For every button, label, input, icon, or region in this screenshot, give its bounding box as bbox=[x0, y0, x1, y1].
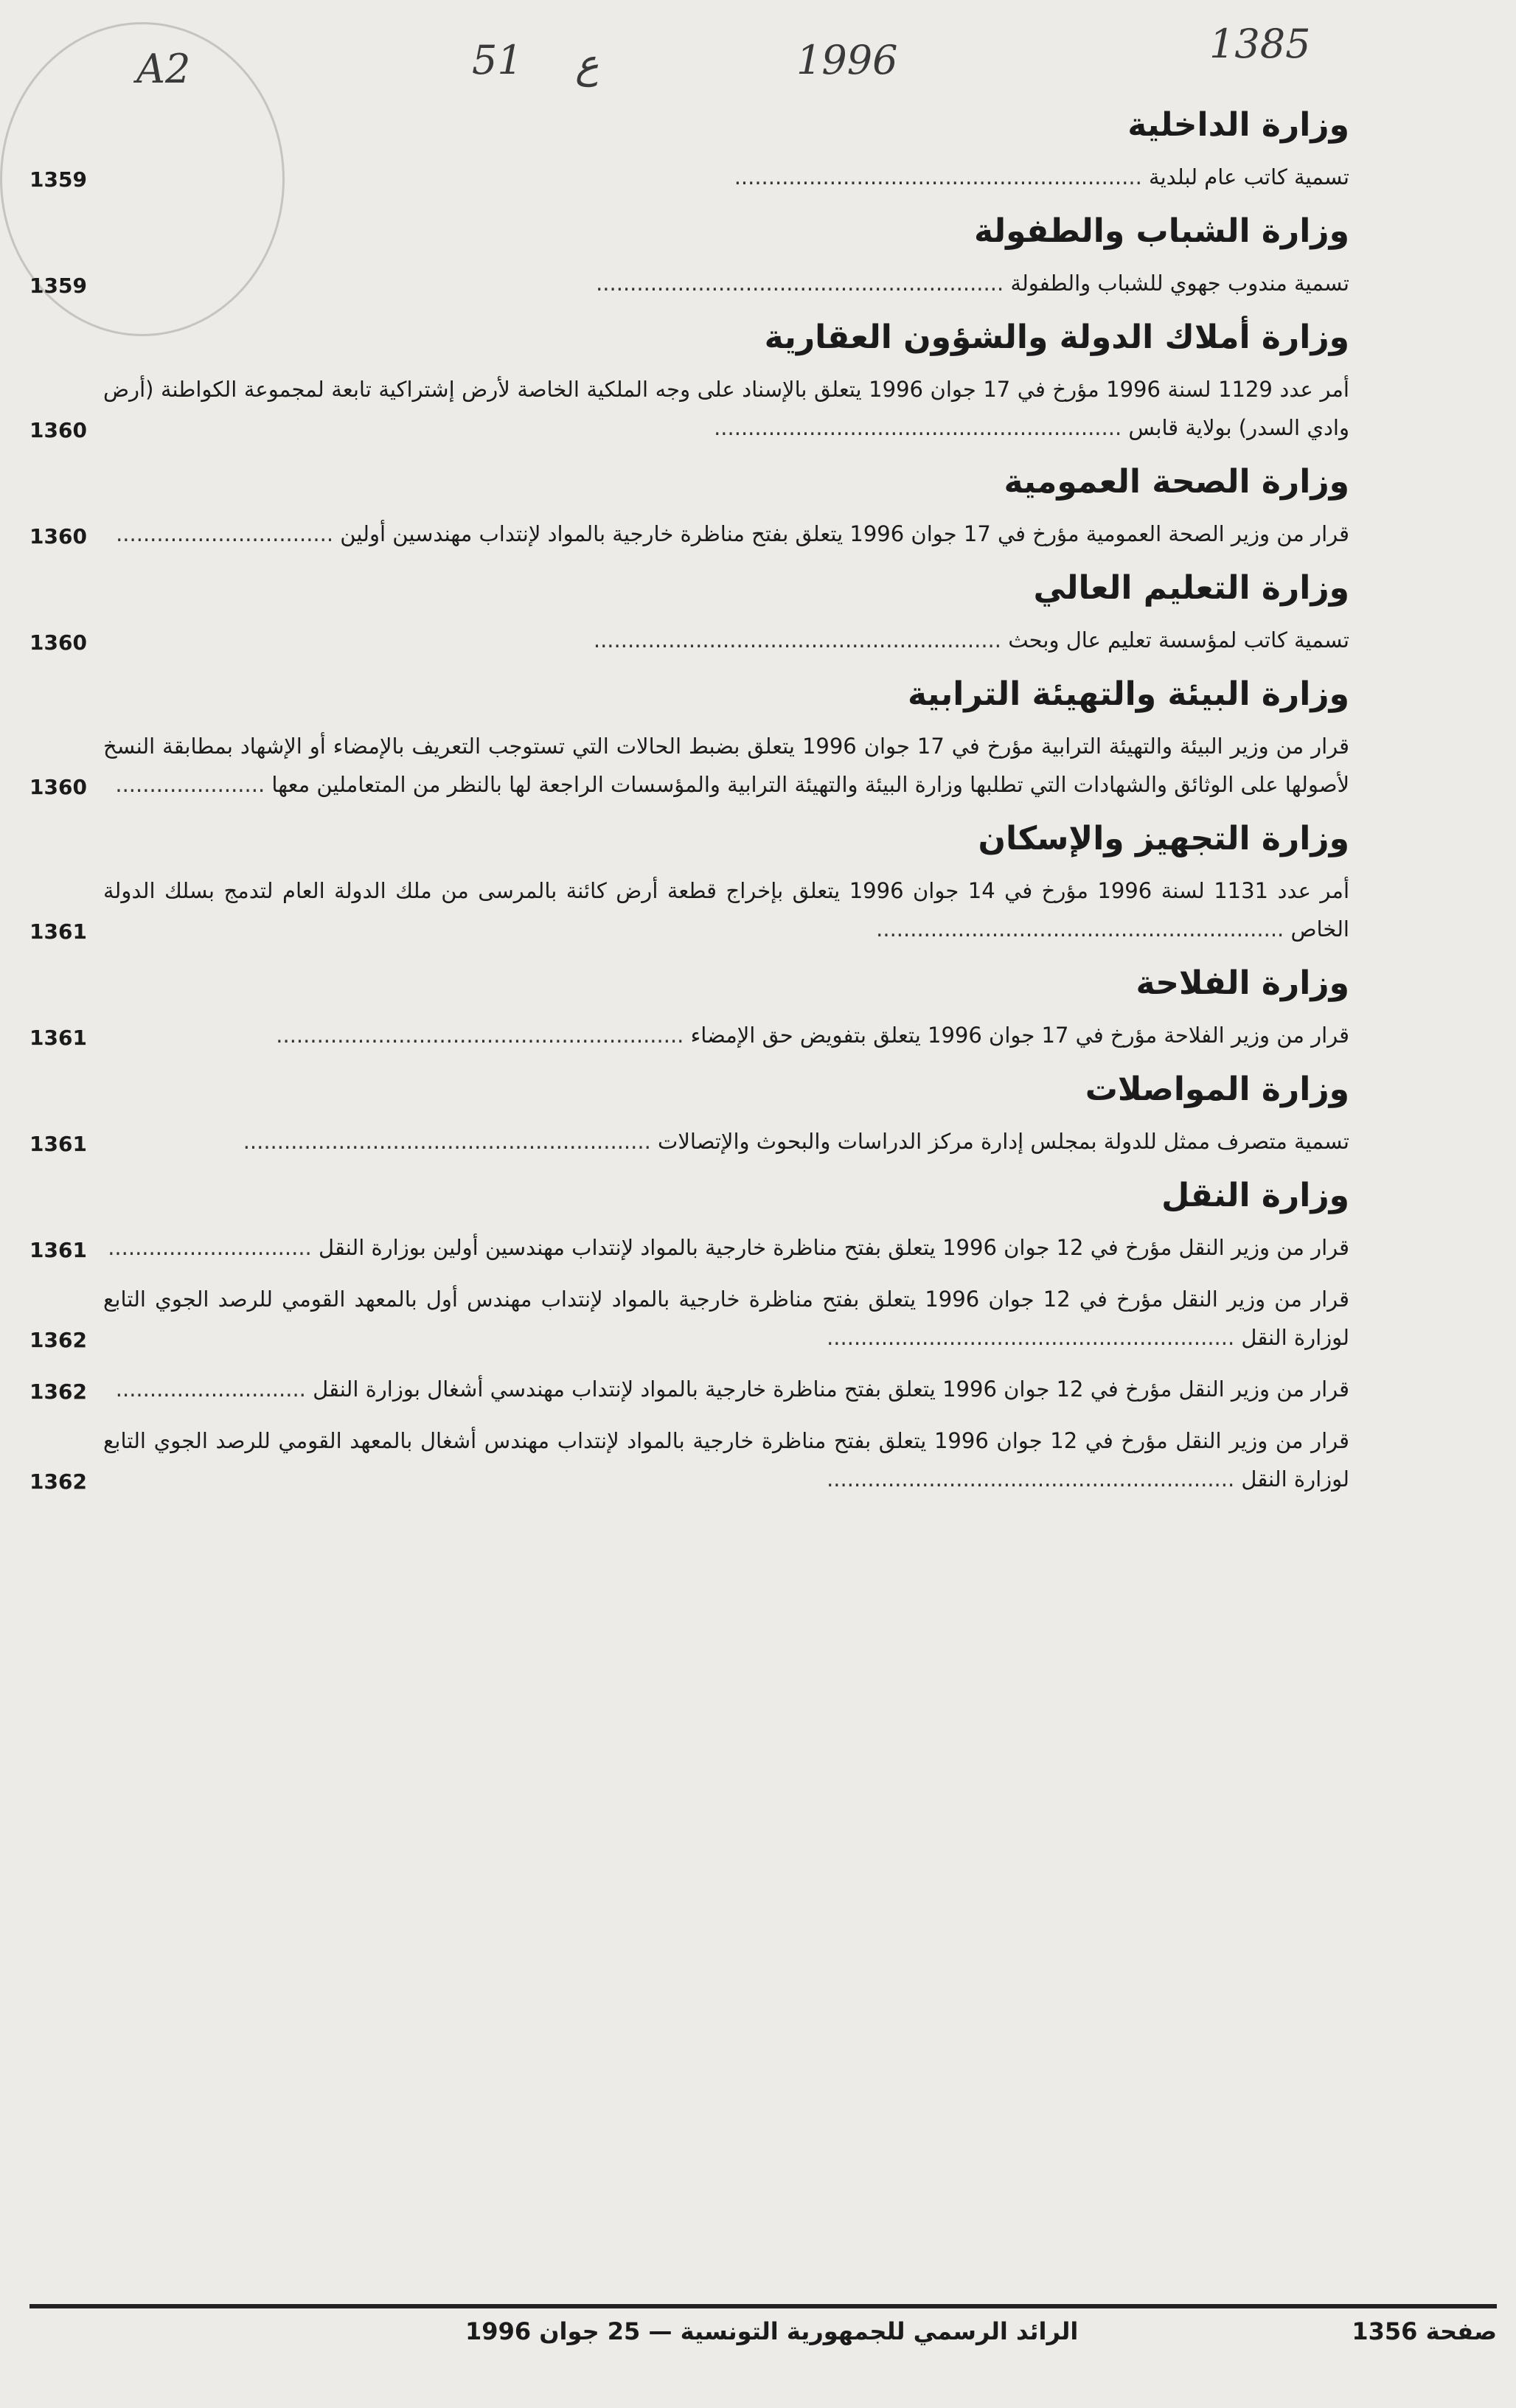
entry-page-number: 1361 bbox=[29, 1238, 87, 1262]
dot-leader: ............................................................ bbox=[827, 1325, 1242, 1350]
entry-text: قرار من وزير النقل مؤرخ في 12 جوان 1996 يتعلق بفتح مناظرة خارجية بالمواد لإنتداب مهندسين أولين بوزارة النقل bbox=[318, 1235, 1349, 1260]
entry-page-number: 1362 bbox=[29, 1469, 87, 1494]
entry-page-number: 1360 bbox=[29, 418, 87, 442]
ministry-section bbox=[29, 209, 1349, 302]
toc-entry[interactable] bbox=[29, 1280, 1349, 1357]
toc-entry[interactable] bbox=[29, 158, 1349, 196]
entry-page-number: 1360 bbox=[29, 524, 87, 549]
entry-text: أمر عدد 1129 لسنة 1996 مؤرخ في 17 جوان 1996 يتعلق بالإسناد على وجه الملكية الخاصة لأرض إشتراكية تابعة لمجموعة الكواطنة (أرض وادي السدر) بولاية قابس bbox=[103, 377, 1349, 440]
dot-leader: ............................................................ bbox=[827, 1466, 1242, 1492]
page-footer bbox=[29, 2304, 1497, 2345]
handwritten-a2: A2 bbox=[136, 46, 191, 92]
dot-leader: ............................................................ bbox=[876, 916, 1291, 942]
handwritten-annotations bbox=[0, 15, 1516, 96]
toc-entry[interactable] bbox=[29, 871, 1349, 948]
entry-page-number: 1361 bbox=[29, 1026, 87, 1050]
toc-entry[interactable] bbox=[29, 515, 1349, 553]
footer-title: الرائد الرسمي للجمهورية التونسية — 25 جوان 1996 bbox=[465, 2317, 1079, 2345]
ministry-section bbox=[29, 1174, 1349, 1498]
table-of-contents bbox=[29, 96, 1349, 1511]
entry-page-number: 1361 bbox=[29, 1132, 87, 1156]
handwritten-51: 51 bbox=[472, 37, 523, 83]
toc-entry[interactable] bbox=[29, 370, 1349, 447]
ministry-heading: وزارة المواصلات bbox=[1085, 1071, 1349, 1108]
ministry-heading: وزارة التجهيز والإسكان bbox=[978, 820, 1349, 857]
entry-text: قرار من وزير النقل مؤرخ في 12 جوان 1996 يتعلق بفتح مناظرة خارجية بالمواد لإنتداب مهندس أشغال بالمعهد القومي للرصد الجوي التابع لوزارة النقل bbox=[103, 1428, 1349, 1492]
ministry-heading: وزارة النقل bbox=[1161, 1177, 1349, 1214]
handwritten-letter: ع bbox=[575, 41, 599, 87]
dot-leader: ................................ bbox=[116, 521, 341, 546]
entry-page-number: 1362 bbox=[29, 1328, 87, 1352]
toc-entry[interactable] bbox=[29, 621, 1349, 659]
toc-entry[interactable] bbox=[29, 1370, 1349, 1408]
entry-text: قرار من وزير النقل مؤرخ في 12 جوان 1996 يتعلق بفتح مناظرة خارجية بالمواد لإنتداب مهندسي أشغال بوزارة النقل bbox=[313, 1377, 1349, 1402]
dot-leader: ...................... bbox=[115, 772, 272, 797]
dot-leader: ............................................................ bbox=[734, 164, 1150, 189]
toc-entry[interactable] bbox=[29, 727, 1349, 804]
ministry-heading: وزارة أملاك الدولة والشؤون العقارية bbox=[764, 319, 1349, 356]
entry-text: أمر عدد 1131 لسنة 1996 مؤرخ في 14 جوان 1996 يتعلق بإخراج قطعة أرض كائنة بالمرسى من ملك الدولة العام لتدمج بسلك الدولة الخاص bbox=[103, 878, 1350, 942]
entry-text: تسمية متصرف ممثل للدولة بمجلس إدارة مركز الدراسات والبحوث والإتصالات bbox=[658, 1129, 1349, 1154]
entry-page-number: 1360 bbox=[29, 775, 87, 799]
dot-leader: .............................. bbox=[108, 1235, 319, 1260]
dot-leader: ............................................................ bbox=[714, 415, 1129, 440]
toc-entry[interactable] bbox=[29, 264, 1349, 302]
entry-page-number: 1360 bbox=[29, 630, 87, 655]
ministry-section bbox=[29, 817, 1349, 948]
dot-leader: ............................................................ bbox=[243, 1129, 658, 1154]
dot-leader: ............................ bbox=[115, 1377, 313, 1402]
ministry-heading: وزارة الفلاحة bbox=[1136, 964, 1349, 1002]
dot-leader: ............................................................ bbox=[593, 627, 1009, 653]
ministry-heading: وزارة البيئة والتهيئة الترابية bbox=[908, 675, 1349, 713]
ministry-section bbox=[29, 672, 1349, 804]
ministry-section bbox=[29, 961, 1349, 1054]
toc-entry[interactable] bbox=[29, 1228, 1349, 1267]
entry-page-number: 1359 bbox=[29, 167, 87, 192]
toc-entry[interactable] bbox=[29, 1422, 1349, 1498]
dot-leader: ............................................................ bbox=[276, 1023, 691, 1048]
ministry-section bbox=[29, 1068, 1349, 1160]
entry-page-number: 1359 bbox=[29, 274, 87, 298]
toc-entry[interactable] bbox=[29, 1016, 1349, 1054]
handwritten-1385: 1385 bbox=[1209, 21, 1311, 67]
dot-leader: ............................................................ bbox=[596, 271, 1011, 296]
footer-page-label: صفحة 1356 bbox=[1352, 2317, 1497, 2345]
entry-text: تسمية كاتب عام لبلدية bbox=[1149, 164, 1349, 189]
entry-text: قرار من وزير الصحة العمومية مؤرخ في 17 جوان 1996 يتعلق بفتح مناظرة خارجية بالمواد لإنتداب مهندسين أولين bbox=[340, 521, 1349, 546]
entry-text: قرار من وزير النقل مؤرخ في 12 جوان 1996 يتعلق بفتح مناظرة خارجية بالمواد لإنتداب مهندس أول بالمعهد القومي للرصد الجوي التابع لوزارة النقل bbox=[103, 1287, 1349, 1350]
entry-text: قرار من وزير البيئة والتهيئة الترابية مؤرخ في 17 جوان 1996 يتعلق بضبط الحالات التي تستوجب التعريف بالإمضاء أو الإشهاد بمطابقة النسخ لأصولها على الوثائق والشهادات التي تطلبها وزارة البيئة والتهيئة الترابية والمؤسسات الراجعة لها بالنظر من المتعاملين معها bbox=[103, 734, 1350, 797]
ministry-section bbox=[29, 103, 1349, 196]
entry-text: تسمية كاتب لمؤسسة تعليم عال وبحث bbox=[1008, 627, 1349, 653]
entry-page-number: 1362 bbox=[29, 1379, 87, 1404]
ministry-section bbox=[29, 460, 1349, 553]
toc-entry[interactable] bbox=[29, 1122, 1349, 1160]
ministry-heading: وزارة الداخلية bbox=[1127, 106, 1349, 144]
ministry-heading: وزارة التعليم العالي bbox=[1033, 569, 1349, 607]
handwritten-year: 1996 bbox=[796, 37, 898, 83]
entry-text: تسمية مندوب جهوي للشباب والطفولة bbox=[1010, 271, 1349, 296]
ministry-section bbox=[29, 566, 1349, 659]
ministry-heading: وزارة الشباب والطفولة bbox=[973, 212, 1349, 250]
ministry-section bbox=[29, 316, 1349, 447]
entry-text: قرار من وزير الفلاحة مؤرخ في 17 جوان 1996 يتعلق بتفويض حق الإمضاء bbox=[690, 1023, 1349, 1048]
ministry-heading: وزارة الصحة العمومية bbox=[1004, 463, 1349, 501]
entry-page-number: 1361 bbox=[29, 919, 87, 944]
